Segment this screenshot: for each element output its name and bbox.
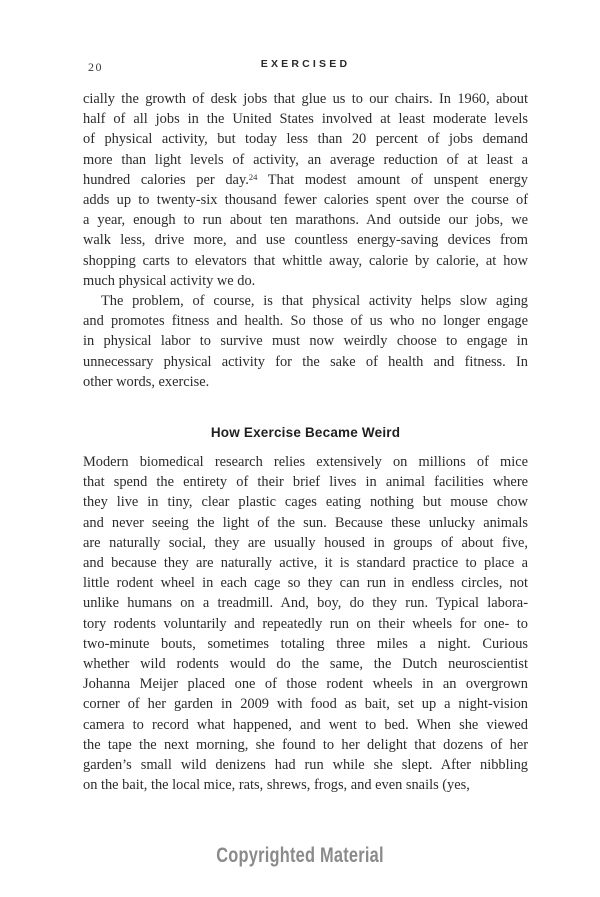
text-line: much physical activity we do.	[83, 272, 256, 289]
paragraph-2	[83, 291, 528, 392]
footnote-reference: 24	[248, 171, 258, 182]
text-line: they live in tiny, clear plastic cages eating nothing but mouse chow	[83, 494, 528, 511]
text-line: and never seeing the light of the sun. Because these unlucky animals	[83, 514, 528, 531]
text-line: little rodent wheel in each cage so they can run in endless circles, not	[83, 575, 528, 592]
text-line: unlike humans on a treadmill. And, boy, do they run. Typical labora-	[83, 595, 528, 612]
text-line: on the bait, the local mice, rats, shrews, frogs, and even snails (yes,	[83, 777, 470, 794]
text-line: are naturally social, they are usually housed in groups of about five,	[83, 534, 528, 551]
text-line: other words, exercise.	[83, 373, 210, 390]
text-block	[83, 89, 528, 796]
text-line: The problem, of course, is that physical activity helps slow aging	[101, 293, 528, 310]
page-header	[83, 58, 528, 74]
text-line: whether wild rodents would do the same, the Dutch neuroscientist	[83, 656, 528, 673]
text-line: a year, enough to run about ten marathons. And outside our jobs, we	[83, 212, 528, 229]
text-line: more than light levels of activity, an average reduction of at least a	[83, 151, 528, 168]
text-line: and promotes fitness and health. So those of us who no longer engage	[83, 313, 528, 330]
page-number: 20	[88, 60, 103, 74]
text-line: the tape the next morning, she found to her delight that dozens of her	[83, 736, 528, 753]
paragraph-1	[83, 89, 528, 291]
text-line: in physical labor to survive must now weirdly choose to engage in	[83, 333, 528, 350]
text-line: tory rodents voluntarily and repeatedly run on their wheels for one- to	[83, 615, 528, 632]
text-line: unnecessary physical activity for the sake of health and fitness. In	[83, 353, 528, 370]
text-line: and because they are naturally active, it is standard practice to place a	[83, 555, 528, 572]
paragraph-3	[83, 452, 528, 795]
section-heading: How Exercise Became Weird	[210, 425, 401, 441]
text-line: of physical activity, but today less than 20 percent of jobs demand	[83, 131, 528, 148]
copyright-watermark: Copyrighted Material	[216, 844, 384, 867]
text-line: adds up to twenty-six thousand fewer calories spent over the course of	[83, 192, 528, 209]
text-line: half of all jobs in the United States involved at least moderate levels	[83, 111, 528, 128]
text-line: Johanna Meijer placed one of those rodent wheels in an overgrown	[83, 676, 528, 693]
text-line: garden’s small wild denizens had run while she slept. After nibbling	[83, 757, 528, 774]
text-line: that spend the entirety of their brief lives in animal facilities where	[83, 474, 528, 491]
running-header: EXERCISED	[260, 58, 351, 70]
text-line: corner of her garden in 2009 with food as bait, set up a night-vision	[83, 696, 528, 713]
text-line: two-minute bouts, sometimes totaling three miles a night. Curious	[83, 635, 528, 652]
text-line: camera to record what happened, and went to bed. When she viewed	[83, 716, 528, 733]
text-line: walk less, drive more, and use countless energy-saving devices from	[83, 232, 528, 249]
text-line: shopping carts to elevators that whittle away, calorie by calorie, at how	[83, 252, 528, 269]
text-line: hundred calories per day.$^{24}$ That modest amount of unspent energy	[83, 171, 528, 188]
text-line: cially the growth of desk jobs that glue us to our chairs. In 1960, about	[83, 91, 528, 107]
text-line: Modern biomedical research relies extensively on millions of mice	[83, 454, 528, 471]
